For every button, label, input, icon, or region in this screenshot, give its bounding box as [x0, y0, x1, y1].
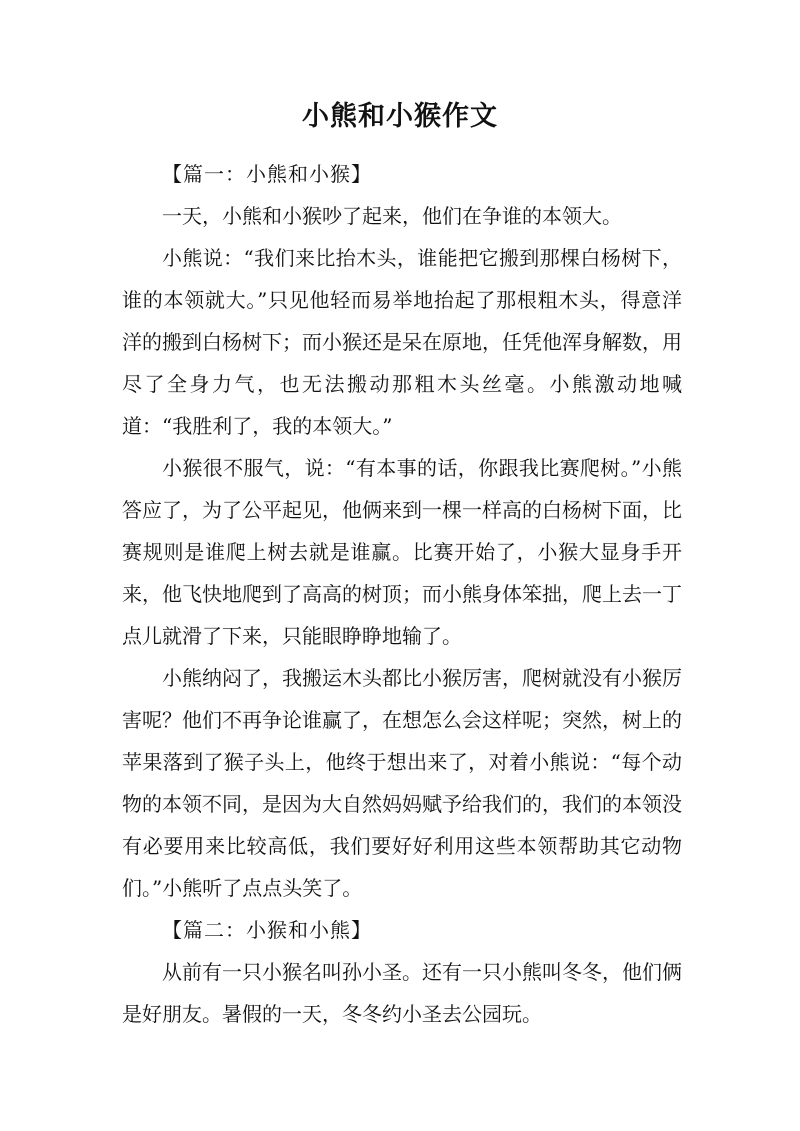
section-heading: 【篇一：小熊和小猴】 — [162, 162, 372, 186]
paragraph: 小猴很不服气，说：“有本事的话，你跟我比赛爬树。”小熊答应了，为了公平起见，他俩来到一棵一样高的白杨树下面，比赛规则是谁爬上树去就是谁赢。比赛开始了，小猴大显身手开来，他飞快地爬到了高高的树顶；而小熊身体笨拙，爬上去一丁点儿就滑了下来，只能眼睁睁地输了。 — [122, 456, 682, 648]
section-heading: 【篇二：小猴和小熊】 — [162, 918, 372, 942]
paragraph: 小熊纳闷了，我搬运木头都比小猴厉害，爬树就没有小猴厉害呢？他们不再争论谁赢了，在想怎么会这样呢；突然，树上的苹果落到了猴子头上，他终于想出来了，对着小熊说：“每个动物的本领不同，是因为大自然妈妈赋予给我们的，我们的本领没有必要用来比较高低，我们要好好利用这些本领帮助其它动物们。”小熊听了点点头笑了。 — [122, 666, 682, 900]
document-body — [122, 153, 682, 1035]
document-title: 小熊和小猴作文 — [302, 101, 498, 132]
paragraph: 一天，小熊和小猴吵了起来，他们在争谁的本领大。 — [162, 204, 622, 228]
paragraph: 小熊说：“我们来比抬木头，谁能把它搬到那棵白杨树下，谁的本领就大。”只见他轻而易举地抬起了那根粗木头，得意洋洋的搬到白杨树下；而小猴还是呆在原地，任凭他浑身解数，用尽了全身力气，也无法搬动那粗木头丝毫。小熊激动地喊道：“我胜利了，我的本领大。” — [122, 246, 682, 438]
paragraph: 从前有一只小猴名叫孙小圣。还有一只小熊叫冬冬，他们俩是好朋友。暑假的一天，冬冬约小圣去公园玩。 — [122, 960, 682, 1026]
